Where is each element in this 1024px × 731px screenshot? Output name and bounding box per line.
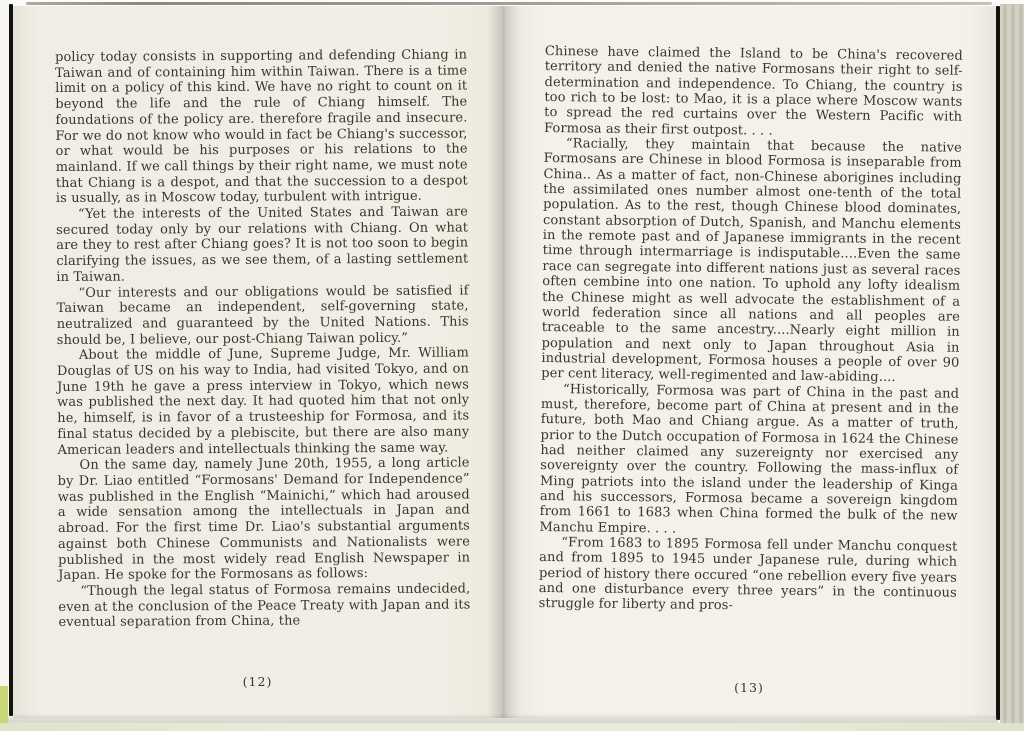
paragraph: About the middle of June, Supreme Judge, Mr. William Douglas of US on his way to India, had visited Tokyo, and on June 19th he gave a press interview in Tokyo, which news was published the next day. It had quoted him that not only he, himself, is in favor of a trusteeship for Formosa, and its final status decided by a plebiscite, but there are also many American leaders and intellectuals thinking the same way. bbox=[56, 345, 470, 458]
paragraph: “Historically, Formosa was part of China in the past and must, therefore, become part of China at present and in the future, both Mao and Chiang argue. As a matter of truth, prior to the Dutch occupation of Formosa in 1624 the Chinese had neither claimed any suzereignty nor exercised any sovereignty over the country. Following the mass-influx of Ming patriots into the island under the leadership of Kinga and his successors, Formosa became a sovereign kingdom from 1661 to 1683 when China formed the bulk of the new Manchu Empire. . . . bbox=[539, 381, 960, 537]
right-page bbox=[502, 6, 996, 718]
paragraph: “Our interests and our obligations would be satisfied if Taiwan became an independent, self-governing state, neutralized and guaranteed by the United Nations. This should be, I believe, our post-Chiang Taiwan policy.” bbox=[56, 283, 469, 348]
left-page-text bbox=[55, 47, 471, 631]
paragraph: “Racially, they maintain that because the native Formosans are Chinese in blood Formosa is inseparable from China.. As a matter of fact, non-Chinese aborigines including the assimilated ones number almost one-tenth of the total population. As to the rest, though Chinese blood dominates, constant absorption of Dutch, Spanish, and Manchu elements in the remote past and of Japanese immigrants in the recent time through intermarriage is indisputable....Even the same race can segregate into different nations just as several races often cembine into one nation. To uphold any lofty idealism the Chinese might as well advocate the establishment of a world federation since all nations and all peoples are traceable to the same ancestry....Nearly eight million in population and next only to Japan throughout Asia in industrial development, Formosa houses a people of over 90 per cent literacy, well-regimented and law-abiding.... bbox=[541, 136, 962, 386]
paragraph: Chinese have claimed the Island to be China's recovered territory and denied the native Formosans their right to self-determination and independence. To Chiang, the country is too rich to be lost: to Mao, it is a place where Moscow wants to spread the red curtains over the Western Pacific with Formosa as their first outpost. . . . bbox=[543, 44, 963, 139]
cover-corner-green bbox=[0, 686, 8, 723]
paragraph: On the same day, namely June 20th, 1955, a long article by Dr. Liao entitled “Formosans' Demand for Independence” was published in the English “Mainichi,” which had aroused a wide sensation among the intellectuals in Japan and abroad. For the first time Dr. Liao's substantial arguments against both Chinese Communists and Nationalists were published in the most widely read English Newspaper in Japan. He spoke for the Formosans as follows: bbox=[57, 455, 471, 584]
paragraph: policy today consists in supporting and defending Chiang in Taiwan and of containing him within Taiwan. There is a time limit on a policy of this kind. We have no right to count on it beyond the life and the rule of Chiang himself. The foundations of the policy are. therefore fragile and insecure. For we do not know who would in fact be Chiang's successor, or what would be his purposes or his relations to the mainland. If we call things by their right name, we must note that Chiang is a despot, and that the succession to a despot is usually, as in Moscow today, turbulent with intrigue. bbox=[55, 47, 468, 207]
right-page-text bbox=[539, 44, 963, 616]
left-page bbox=[13, 6, 502, 718]
book-top-edge bbox=[26, 2, 992, 5]
right-page-number: (13) bbox=[734, 680, 764, 695]
right-page-edges bbox=[1000, 4, 1024, 724]
left-page-number: (12) bbox=[242, 674, 273, 689]
paragraph: “Yet the interests of the United States and Taiwan are secured today only by our relations with Chiang. On what are they to rest after Chiang goes? It is not too soon to begin clarifying the issues, as we see them, of a lasting settlement in Taiwan. bbox=[56, 204, 469, 285]
left-page-edge-strip bbox=[0, 0, 9, 731]
gutter-shadow bbox=[488, 6, 518, 718]
scan-bottom-band bbox=[0, 723, 1024, 731]
paragraph: “Though the legal status of Formosa remains undecided, even at the conclusion of the Peace Treaty with Japan and its eventual separation from China, the bbox=[58, 581, 471, 631]
book-bottom-edge bbox=[8, 714, 998, 723]
paragraph: “From 1683 to 1895 Formosa fell under Manchu conquest and from 1895 to 1945 under Japanese rule, during which period of history there occured “one rebellion every five years and one disturbance every three years” in the continuous struggle for liberty and pros- bbox=[538, 535, 958, 614]
